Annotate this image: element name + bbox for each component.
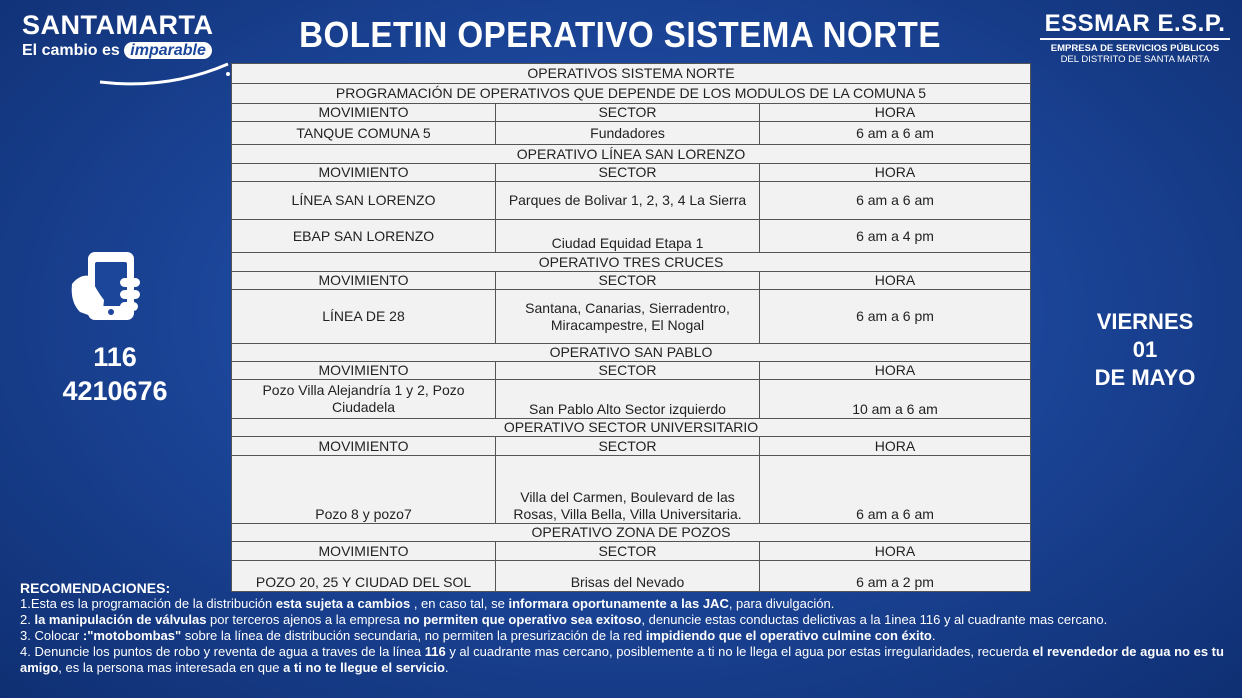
column-header: SECTOR xyxy=(496,437,760,456)
column-header: SECTOR xyxy=(496,104,760,122)
cell-movimiento: Pozo 8 y pozo7 xyxy=(232,456,496,524)
section-title: OPERATIVO ZONA DE POZOS xyxy=(232,524,1031,542)
section-title: OPERATIVO TRES CRUCES xyxy=(232,253,1031,272)
column-header: MOVIMIENTO xyxy=(232,164,496,182)
operations-table xyxy=(231,63,1031,592)
cell-hora: 6 am a 4 pm xyxy=(760,220,1031,253)
column-header: MOVIMIENTO xyxy=(232,104,496,122)
column-header: MOVIMIENTO xyxy=(232,272,496,290)
santamarta-logo xyxy=(22,10,232,90)
column-header: SECTOR xyxy=(496,272,760,290)
swoosh-icon xyxy=(98,60,248,90)
date-month: DE MAYO xyxy=(1094,365,1196,390)
column-header: SECTOR xyxy=(496,362,760,380)
cell-movimiento: LÍNEA SAN LORENZO xyxy=(232,182,496,220)
cell-sector: Brisas del Nevado xyxy=(496,561,760,592)
cell-hora: 6 am a 6 am xyxy=(760,182,1031,220)
cell-sector: Santana, Canarias, Sierradentro, Miracampestre, El Nogal xyxy=(496,290,760,344)
cell-sector: Ciudad Equidad Etapa 1 xyxy=(496,220,760,253)
recommendations xyxy=(20,580,1225,676)
santamarta-slogan: El cambio es imparable xyxy=(22,42,232,60)
essmar-subtitle-2: DEL DISTRITO DE SANTA MARTA xyxy=(1060,54,1210,65)
column-header: HORA xyxy=(760,437,1031,456)
column-header: MOVIMIENTO xyxy=(232,437,496,456)
table-title: OPERATIVOS SISTEMA NORTE xyxy=(232,64,1031,84)
cell-movimiento: TANQUE COMUNA 5 xyxy=(232,122,496,145)
page-title: BOLETIN OPERATIVO SISTEMA NORTE xyxy=(299,14,941,55)
column-header: MOVIMIENTO xyxy=(232,362,496,380)
cell-hora: 6 am a 6 am xyxy=(760,122,1031,145)
essmar-brand: ESSMAR E.S.P. xyxy=(1040,10,1230,40)
column-header: MOVIMIENTO xyxy=(232,542,496,561)
date-number: 01 xyxy=(1132,337,1158,362)
cell-movimiento: Pozo Villa Alejandría 1 y 2, Pozo Ciudadela xyxy=(232,380,496,419)
phone-in-hand-icon xyxy=(68,250,144,327)
cell-sector: San Pablo Alto Sector izquierdo xyxy=(496,380,760,419)
contact-numbers xyxy=(40,340,190,408)
column-header: HORA xyxy=(760,542,1031,561)
essmar-subtitle: EMPRESA DE SERVICIOS PÚBLICOS xyxy=(1050,43,1220,54)
date-box xyxy=(1070,308,1220,392)
cell-sector: Villa del Carmen, Boulevard de las Rosas, Villa Bella, Villa Universitaria. xyxy=(496,456,760,524)
essmar-logo xyxy=(1040,10,1230,65)
column-header: HORA xyxy=(760,272,1031,290)
cell-hora: 6 am a 6 pm xyxy=(760,290,1031,344)
cell-movimiento: LÍNEA DE 28 xyxy=(232,290,496,344)
section-title: OPERATIVO LÍNEA SAN LORENZO xyxy=(232,145,1031,164)
phone-line-2: 4210676 xyxy=(62,376,168,406)
cell-sector: Fundadores xyxy=(496,122,760,145)
santamarta-brand: SANTAMARTA xyxy=(22,10,214,40)
column-header: SECTOR xyxy=(496,542,760,561)
recommendation-1: 1.Esta es la programación de la distribución esta sujeta a cambios , en caso tal, se informara oportunamente a las JAC, para divulgación. xyxy=(20,596,835,611)
phone-line-1: 116 xyxy=(93,342,137,372)
column-header: HORA xyxy=(760,362,1031,380)
date-day: VIERNES xyxy=(1096,309,1194,334)
column-header: HORA xyxy=(760,164,1031,182)
recommendation-4: 4. Denuncie los puntos de robo y reventa de agua a traves de la línea 116 y al cuadrante mas cercano, posiblemente a ti no le llega el agua por estas irregularidades, recuerda el revendedor de agua no es tu amigo, es la persona mas interesada en que a ti no te llegue el servicio. xyxy=(20,644,1224,675)
column-header: HORA xyxy=(760,104,1031,122)
section-title: OPERATIVO SAN PABLO xyxy=(232,344,1031,362)
cell-hora: 10 am a 6 am xyxy=(760,380,1031,419)
recommendation-3: 3. Colocar :"motobombas" sobre la línea de distribución secundaria, no permiten la presurización de la red impidiendo que el operativo culmine con éxito. xyxy=(20,628,936,643)
recommendation-2: 2. la manipulación de válvulas por terceros ajenos a la empresa no permiten que operativo sea exitoso, denuncie estas conductas delictivas a la 1inea 116 y al cuadrante mas cercano. xyxy=(20,612,1108,627)
section-title: PROGRAMACIÓN DE OPERATIVOS QUE DEPENDE DE LOS MODULOS DE LA COMUNA 5 xyxy=(232,84,1031,104)
cell-sector: Parques de Bolivar 1, 2, 3, 4 La Sierra xyxy=(496,182,760,220)
column-header: SECTOR xyxy=(496,164,760,182)
section-title: OPERATIVO SECTOR UNIVERSITARIO xyxy=(232,419,1031,437)
cell-movimiento: EBAP SAN LORENZO xyxy=(232,220,496,253)
recommendations-heading: RECOMENDACIONES: xyxy=(20,580,171,596)
cell-hora: 6 am a 2 pm xyxy=(760,561,1031,592)
cell-hora: 6 am a 6 am xyxy=(760,456,1031,524)
cell-movimiento: POZO 20, 25 Y CIUDAD DEL SOL xyxy=(232,561,496,592)
